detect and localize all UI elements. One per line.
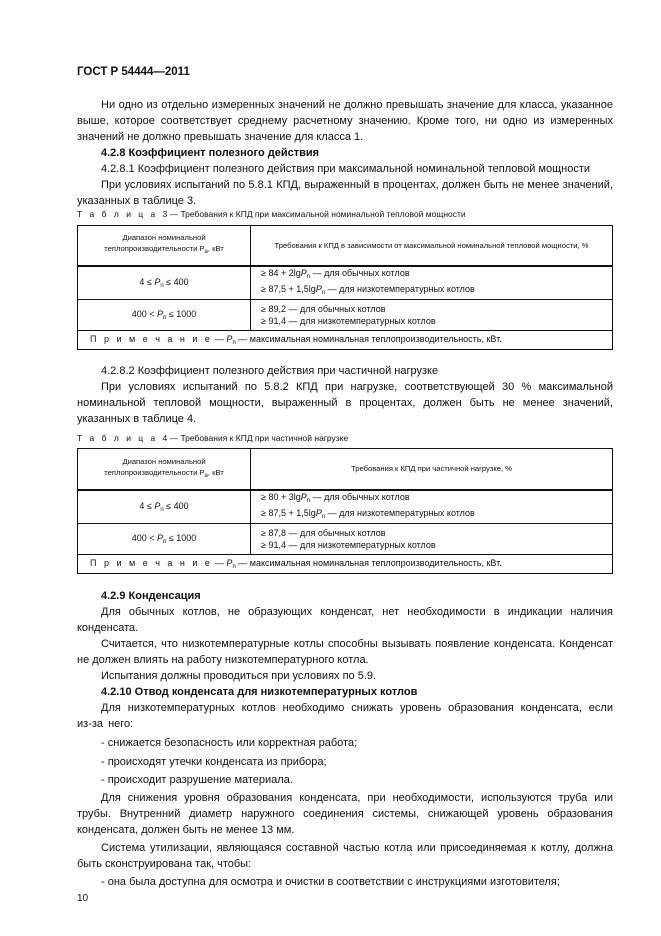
section-4-2-8-1-paragraph: При условиях испытаний по 5.8.1 КПД, выраженный в процентах, должен быть не менее значений, указанных в таблице 3. — [77, 179, 613, 207]
requirement-cell: ≥ 87,8 — для обычных котлов ≥ 91,4 — для низкотемпературных котлов — [251, 523, 613, 554]
range-cell: $400 < P_n \le 1000$ — [78, 523, 251, 554]
table-4-caption: Т а б л и ц а 4 — Требования к КПД при частичной нагрузке — [77, 433, 349, 443]
column-header-requirements: Требования к КПД при частичной нагрузке, % — [251, 449, 613, 490]
table-header-row — [78, 449, 613, 490]
table-3 — [77, 225, 613, 350]
list-item: - происходят утечки конденсата из прибора; — [101, 756, 327, 768]
column-header-range: Диапазон номинальной теплопроизводительности $P_a$, кВт — [78, 226, 251, 266]
section-4-2-10-paragraph-2: Для снижения уровня образования конденсата, при необходимости, используются труба или трубы. Внутренний диаметр наружного соединения системы, снижающей уровень образования конденсата, должен быть не менее 13 мм. — [77, 792, 613, 836]
table-note-row — [78, 330, 613, 349]
range-cell: $4 \le P_n \le 400$ — [78, 490, 251, 524]
section-4-2-9-paragraph-2: Считается, что низкотемпературные котлы способны вызывать появление конденсата. Конденсат не должен влиять на работу низкотемпературного котла. — [77, 638, 613, 666]
table-note: П р и м е ч а н и е — $P_n$ — максимальная номинальная теплопроизводительность, кВт. — [78, 554, 613, 573]
list-item: - снижается безопасность или корректная работа; — [101, 737, 358, 749]
document-id-header: ГОСТ Р 54444—2011 — [77, 66, 190, 78]
section-4-2-10-paragraph-1: Для низкотемпературных котлов необходимо снижать уровень образования конденсата, если из-за него: — [77, 702, 613, 730]
section-4-2-8-1-heading: 4.2.8.1 Коэффициент полезного действия при максимальной номинальной тепловой мощности — [101, 163, 591, 175]
requirement-cell: ≥ 84 + 2lgP$_n$ — для обычных котлов ≥ 87,5 + 1,5lgP$_n$ — для низкотемпературных котлов — [251, 266, 613, 300]
section-4-2-10-paragraph-3: Система утилизации, являющаяся составной частью котла или присоединяемая к котлу, должна быть сконструирована так, чтобы: — [77, 842, 613, 870]
table-note-row — [78, 554, 613, 573]
intro-paragraph: Ни одно из отдельно измеренных значений не должно превышать значение для класса, указанное выше, которое соответствует среднему расчетному значению. Кроме того, ни одно из измеренных значений не должно превышать значение для класса 1. — [77, 99, 613, 143]
section-4-2-9-paragraph-3: Испытания должны проводиться при условиях по 5.9. — [101, 670, 377, 682]
section-4-2-8-2-heading: 4.2.8.2 Коэффициент полезного действия при частичной нагрузке — [101, 365, 439, 377]
page-number: 10 — [77, 893, 89, 904]
section-4-2-9-heading: 4.2.9 Конденсация — [101, 590, 201, 602]
range-cell: $4 \le P_n \le 400$ — [78, 266, 251, 300]
range-cell: $400 < P_n \le 1000$ — [78, 299, 251, 330]
section-4-2-8-2-paragraph: При условиях испытаний по 5.8.2 КПД при нагрузке, соответствующей 30 % максимальной номинальной тепловой мощности, выраженный в процентах, должен быть не менее значений, указанных в таблице 4. — [77, 381, 613, 425]
list-item: - происходит разрушение материала. — [101, 774, 293, 786]
table-4 — [77, 448, 613, 574]
section-4-2-9-paragraph-1: Для обычных котлов, не образующих конденсат, нет необходимости в индикации наличия конденсата. — [77, 606, 613, 634]
section-4-2-8-heading: 4.2.8 Коэффициент полезного действия — [101, 147, 320, 159]
table-row — [78, 523, 613, 554]
section-4-2-10-heading: 4.2.10 Отвод конденсата для низкотемпературных котлов — [101, 686, 418, 698]
table-note: П р и м е ч а н и е — $P_n$ — максимальная номинальная теплопроизводительность, кВт. — [78, 330, 613, 349]
requirement-cell: ≥ 89,2 — для обычных котлов ≥ 91,4 — для низкотемпературных котлов — [251, 299, 613, 330]
table-3-caption: Т а б л и ц а 3 — Требования к КПД при максимальной номинальной тепловой мощности — [77, 209, 466, 219]
table-row — [78, 266, 613, 300]
table-row — [78, 299, 613, 330]
list-item: - она была доступна для осмотра и очистки в соответствии с инструкциями изготовителя; — [101, 876, 560, 888]
table-header-row — [78, 226, 613, 266]
column-header-requirements: Требования к КПД в зависимости от максимальной номинальной тепловой мощности, % — [251, 226, 613, 266]
column-header-range: Диапазон номинальной теплопроизводительности $P_a$, кВт — [78, 449, 251, 490]
requirement-cell: ≥ 80 + 3lgP$_n$ — для обычных котлов ≥ 87,5 + 1,5lgP$_n$ — для низкотемпературных котлов — [251, 490, 613, 524]
table-row — [78, 490, 613, 524]
